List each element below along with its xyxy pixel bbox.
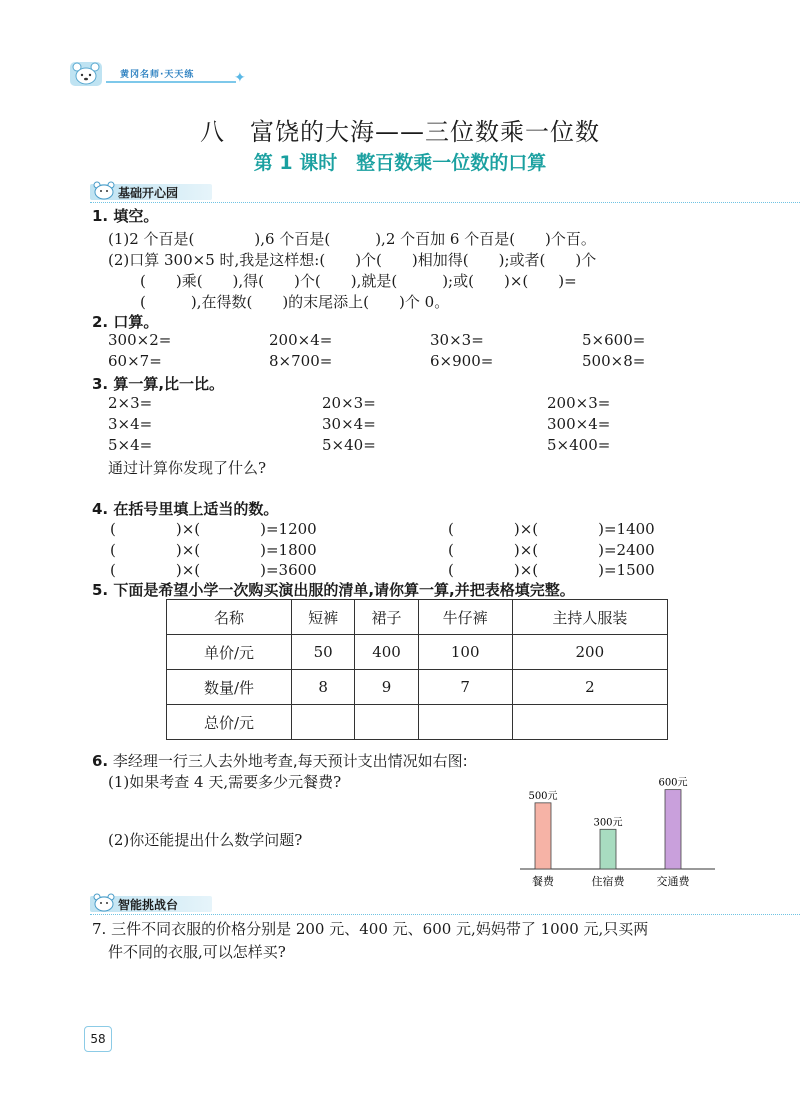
q7-line-1: 7. 三件不同衣服的价格分别是 200 元、400 元、600 元,妈妈带了 1000 元,只买两 bbox=[92, 920, 649, 938]
table-cell: 名称 bbox=[167, 600, 292, 635]
bar-0 bbox=[535, 803, 551, 869]
page-number: 58 bbox=[84, 1026, 112, 1052]
q3-note: 通过计算你发现了什么? bbox=[108, 459, 267, 477]
chapter-title: 八 富饶的大海——三位数乘一位数 bbox=[200, 118, 600, 146]
q4-item: ( )×( )=1400 bbox=[448, 520, 655, 538]
q2-title: 2. 口算。 bbox=[92, 313, 159, 331]
q7-line-2: 件不同的衣服,可以怎样买? bbox=[108, 943, 286, 961]
q5-title: 5. 下面是希望小学一次购买演出服的清单,请你算一算,并把表格填完整。 bbox=[92, 581, 575, 599]
table-cell: 单价/元 bbox=[167, 635, 292, 670]
table-cell: 裙子 bbox=[355, 600, 418, 635]
q3-title: 3. 算一算,比一比。 bbox=[92, 375, 225, 393]
q6-title: 6. 李经理一行三人去外地考查,每天预计支出情况如右图: bbox=[92, 752, 468, 770]
q2-item: 6×900= bbox=[430, 352, 494, 370]
q3-item: 2×3= bbox=[108, 394, 153, 412]
price-table bbox=[166, 599, 668, 740]
q2-item: 8×700= bbox=[269, 352, 333, 370]
bar-value-label: 300元 bbox=[593, 817, 623, 829]
q4-item: ( )×( )=1200 bbox=[110, 520, 317, 538]
q2-item: 5×600= bbox=[582, 331, 646, 349]
q2-item: 60×7= bbox=[108, 352, 162, 370]
table-cell: 7 bbox=[418, 670, 512, 705]
table-cell: 牛仔裤 bbox=[418, 600, 512, 635]
q6-part-1: (1)如果考查 4 天,需要多少元餐费? bbox=[108, 773, 342, 791]
sparkle-icon: ✦ bbox=[234, 70, 246, 86]
bear-mascot-icon bbox=[68, 58, 104, 88]
brand-text: 黄冈名师·天天练 bbox=[120, 70, 195, 80]
answer-cell[interactable] bbox=[418, 705, 512, 740]
q4-item: ( )×( )=1500 bbox=[448, 561, 655, 579]
lesson-subtitle: 第 1 课时 整百数乘一位数的口算 bbox=[253, 152, 547, 174]
bar-value-label: 500元 bbox=[528, 790, 558, 802]
q4-item: ( )×( )=2400 bbox=[448, 541, 655, 559]
q2-item: 300×2= bbox=[108, 331, 172, 349]
bear-badge-icon bbox=[92, 892, 116, 912]
answer-cell[interactable] bbox=[512, 705, 667, 740]
q1-line-2: (2)口算 300×5 时,我是这样想:( )个( )相加得( );或者( )个 bbox=[108, 251, 597, 269]
expense-bar-chart bbox=[515, 765, 725, 895]
q3-item: 5×40= bbox=[322, 436, 376, 454]
q4-title: 4. 在括号里填上适当的数。 bbox=[92, 500, 279, 518]
table-cell: 2 bbox=[512, 670, 667, 705]
q1-line-1: (1)2 个百是( ),6 个百是( ),2 个百加 6 个百是( )个百。 bbox=[108, 230, 596, 248]
category-label: 餐费 bbox=[532, 875, 554, 888]
table-cell: 短裤 bbox=[292, 600, 355, 635]
table-cell: 200 bbox=[512, 635, 667, 670]
table-cell: 数量/件 bbox=[167, 670, 292, 705]
section-label: 智能挑战台 bbox=[118, 898, 179, 912]
category-label: 交通费 bbox=[656, 875, 690, 888]
table-row bbox=[167, 670, 668, 705]
section-header-basic bbox=[90, 180, 800, 202]
q2-item: 200×4= bbox=[269, 331, 333, 349]
table-cell: 400 bbox=[355, 635, 418, 670]
table-cell: 100 bbox=[418, 635, 512, 670]
section-header-challenge bbox=[90, 892, 800, 914]
q3-item: 300×4= bbox=[547, 415, 611, 433]
bar-2 bbox=[665, 790, 681, 869]
table-cell: 9 bbox=[355, 670, 418, 705]
table-row bbox=[167, 600, 668, 635]
answer-cell[interactable] bbox=[292, 705, 355, 740]
q3-item: 5×4= bbox=[108, 436, 153, 454]
bar-1 bbox=[600, 829, 616, 869]
q2-item: 500×8= bbox=[582, 352, 646, 370]
q3-item: 3×4= bbox=[108, 415, 153, 433]
table-cell: 主持人服装 bbox=[512, 600, 667, 635]
answer-cell[interactable] bbox=[355, 705, 418, 740]
q2-item: 30×3= bbox=[430, 331, 484, 349]
brand-underline bbox=[106, 81, 236, 83]
q4-item: ( )×( )=3600 bbox=[110, 561, 317, 579]
q6-part-2: (2)你还能提出什么数学问题? bbox=[108, 831, 303, 849]
table-row bbox=[167, 705, 668, 740]
bar-value-label: 600元 bbox=[658, 777, 688, 789]
table-cell: 总价/元 bbox=[167, 705, 292, 740]
section-label: 基础开心园 bbox=[118, 186, 179, 200]
q4-item: ( )×( )=1800 bbox=[110, 541, 317, 559]
category-label: 住宿费 bbox=[591, 875, 625, 888]
table-cell: 50 bbox=[292, 635, 355, 670]
brand-header bbox=[68, 58, 248, 90]
q3-item: 200×3= bbox=[547, 394, 611, 412]
q3-item: 5×400= bbox=[547, 436, 611, 454]
table-row bbox=[167, 635, 668, 670]
q3-item: 30×4= bbox=[322, 415, 376, 433]
q1-line-4: ( ),在得数( )的末尾添上( )个 0。 bbox=[140, 293, 450, 311]
q1-title: 1. 填空。 bbox=[92, 207, 159, 225]
bear-badge-icon bbox=[92, 180, 116, 200]
table-cell: 8 bbox=[292, 670, 355, 705]
q1-line-3: ( )乘( ),得( )个( ),就是( );或( )×( )= bbox=[140, 272, 577, 290]
q3-item: 20×3= bbox=[322, 394, 376, 412]
